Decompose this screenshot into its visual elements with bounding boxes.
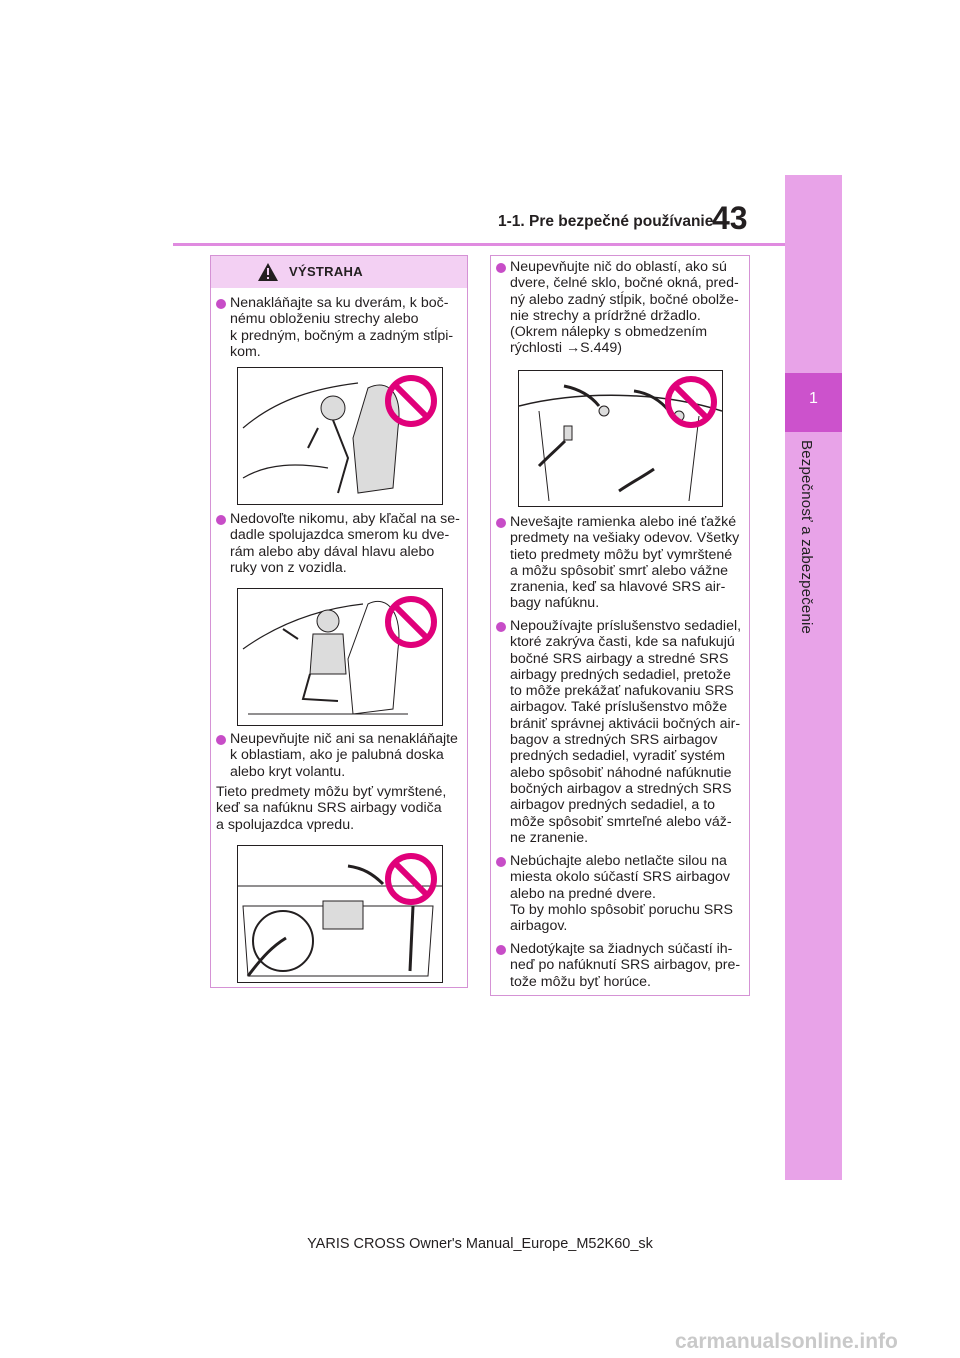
chapter-number: 1 bbox=[809, 390, 818, 407]
section-title: 1-1. Pre bezpečné používanie bbox=[498, 213, 714, 230]
bullet-icon bbox=[496, 622, 506, 632]
warning-panel-right bbox=[490, 255, 750, 996]
left-item-2: Nedovoľte nikomu, aby kľačal na se- dadle spolujazdca smerom ku dve- rám alebo aby dával hlavu alebo ruky von z vozidla. bbox=[230, 511, 460, 576]
right-item-4: Nebúchajte alebo netlačte silou na miesta okolo súčastí SRS airbagov alebo na predné dvere. To by mohlo spôsobiť poruchu SRS airbagov. bbox=[510, 853, 733, 935]
illustration-dashboard-objects bbox=[237, 845, 443, 983]
bullet-icon bbox=[216, 735, 226, 745]
chapter-side-tab bbox=[785, 175, 842, 1180]
bullet-icon bbox=[216, 299, 226, 309]
prohibition-icon bbox=[384, 595, 438, 649]
illustration-roof-lining bbox=[518, 370, 723, 507]
prohibition-icon bbox=[384, 374, 438, 428]
warning-header bbox=[211, 256, 467, 288]
warning-panel-left bbox=[210, 255, 468, 988]
right-item-3: Nepoužívajte príslušenstvo sedadiel, ktoré zakrýva časti, kde sa nafukujú bočné SRS airbagy a stredné SRS airbagy predných sedadiel, pretože to môže prekážať nafukovaniu SRS airbagov. Také príslušenstvo môže brániť správnej aktivácii bočných air- bagov a stredných SRS airbagov predných sedadiel, vyradiť systém alebo spôsobiť náhodné nafúknutie bočných airbagov a stredných SRS airbagov predných sedadiel, a to môže spôsobiť smrteľné alebo váž- ne zranenie. bbox=[510, 618, 742, 846]
chapter-title: Bezpečnosť a zabezpečenie bbox=[798, 440, 815, 635]
illustration-leaning-on-door bbox=[237, 367, 443, 505]
bullet-icon bbox=[496, 263, 506, 273]
footer-manual-id: YARIS CROSS Owner's Manual_Europe_M52K60_sk bbox=[307, 1236, 653, 1252]
watermark: carmanualsonline.info bbox=[675, 1330, 898, 1353]
warning-triangle-icon bbox=[257, 262, 279, 282]
bullet-icon bbox=[496, 518, 506, 528]
left-item-1: Nenakláňajte sa ku dverám, k boč- nému obloženiu strechy alebo k predným, bočným a zadným stĺpi- kom. bbox=[230, 295, 454, 360]
page-number: 43 bbox=[712, 200, 748, 236]
right-item-1: Neupevňujte nič do oblastí, ako sú dvere, čelné sklo, bočné okná, pred- ný alebo zadný stĺpik, bočné obolže- nie strechy a prídržné držadlo. (Okrem nálepky s obmedzením rýchlosti →S.449) bbox=[510, 259, 739, 357]
bullet-icon bbox=[216, 515, 226, 525]
left-item-3: Neupevňujte nič ani sa nenakláňajte k oblastiam, ako je palubná doska alebo kryt volantu. bbox=[230, 731, 458, 780]
bullet-icon bbox=[496, 857, 506, 867]
header-divider bbox=[173, 243, 785, 246]
illustration-kneeling-on-seat bbox=[237, 588, 443, 726]
prohibition-icon bbox=[664, 375, 718, 429]
bullet-icon bbox=[496, 945, 506, 955]
prohibition-icon bbox=[384, 852, 438, 906]
right-item-5: Nedotýkajte sa žiadnych súčastí ih- neď po nafúknutí SRS airbagov, pre- tože môžu byť horúce. bbox=[510, 941, 741, 990]
left-note: Tieto predmety môžu byť vymrštené, keď sa nafúknu SRS airbagy vodiča a spolujazdca vpredu. bbox=[216, 784, 447, 833]
warning-label: VÝSTRAHA bbox=[289, 264, 363, 279]
right-item-2: Nevešajte ramienka alebo iné ťažké predmety na vešiaky odevov. Všetky tieto predmety môžu byť vymrštené a môžu spôsobiť smrť alebo vážne zranenia, keď sa hlavové SRS air- bagy nafúknu. bbox=[510, 514, 740, 612]
